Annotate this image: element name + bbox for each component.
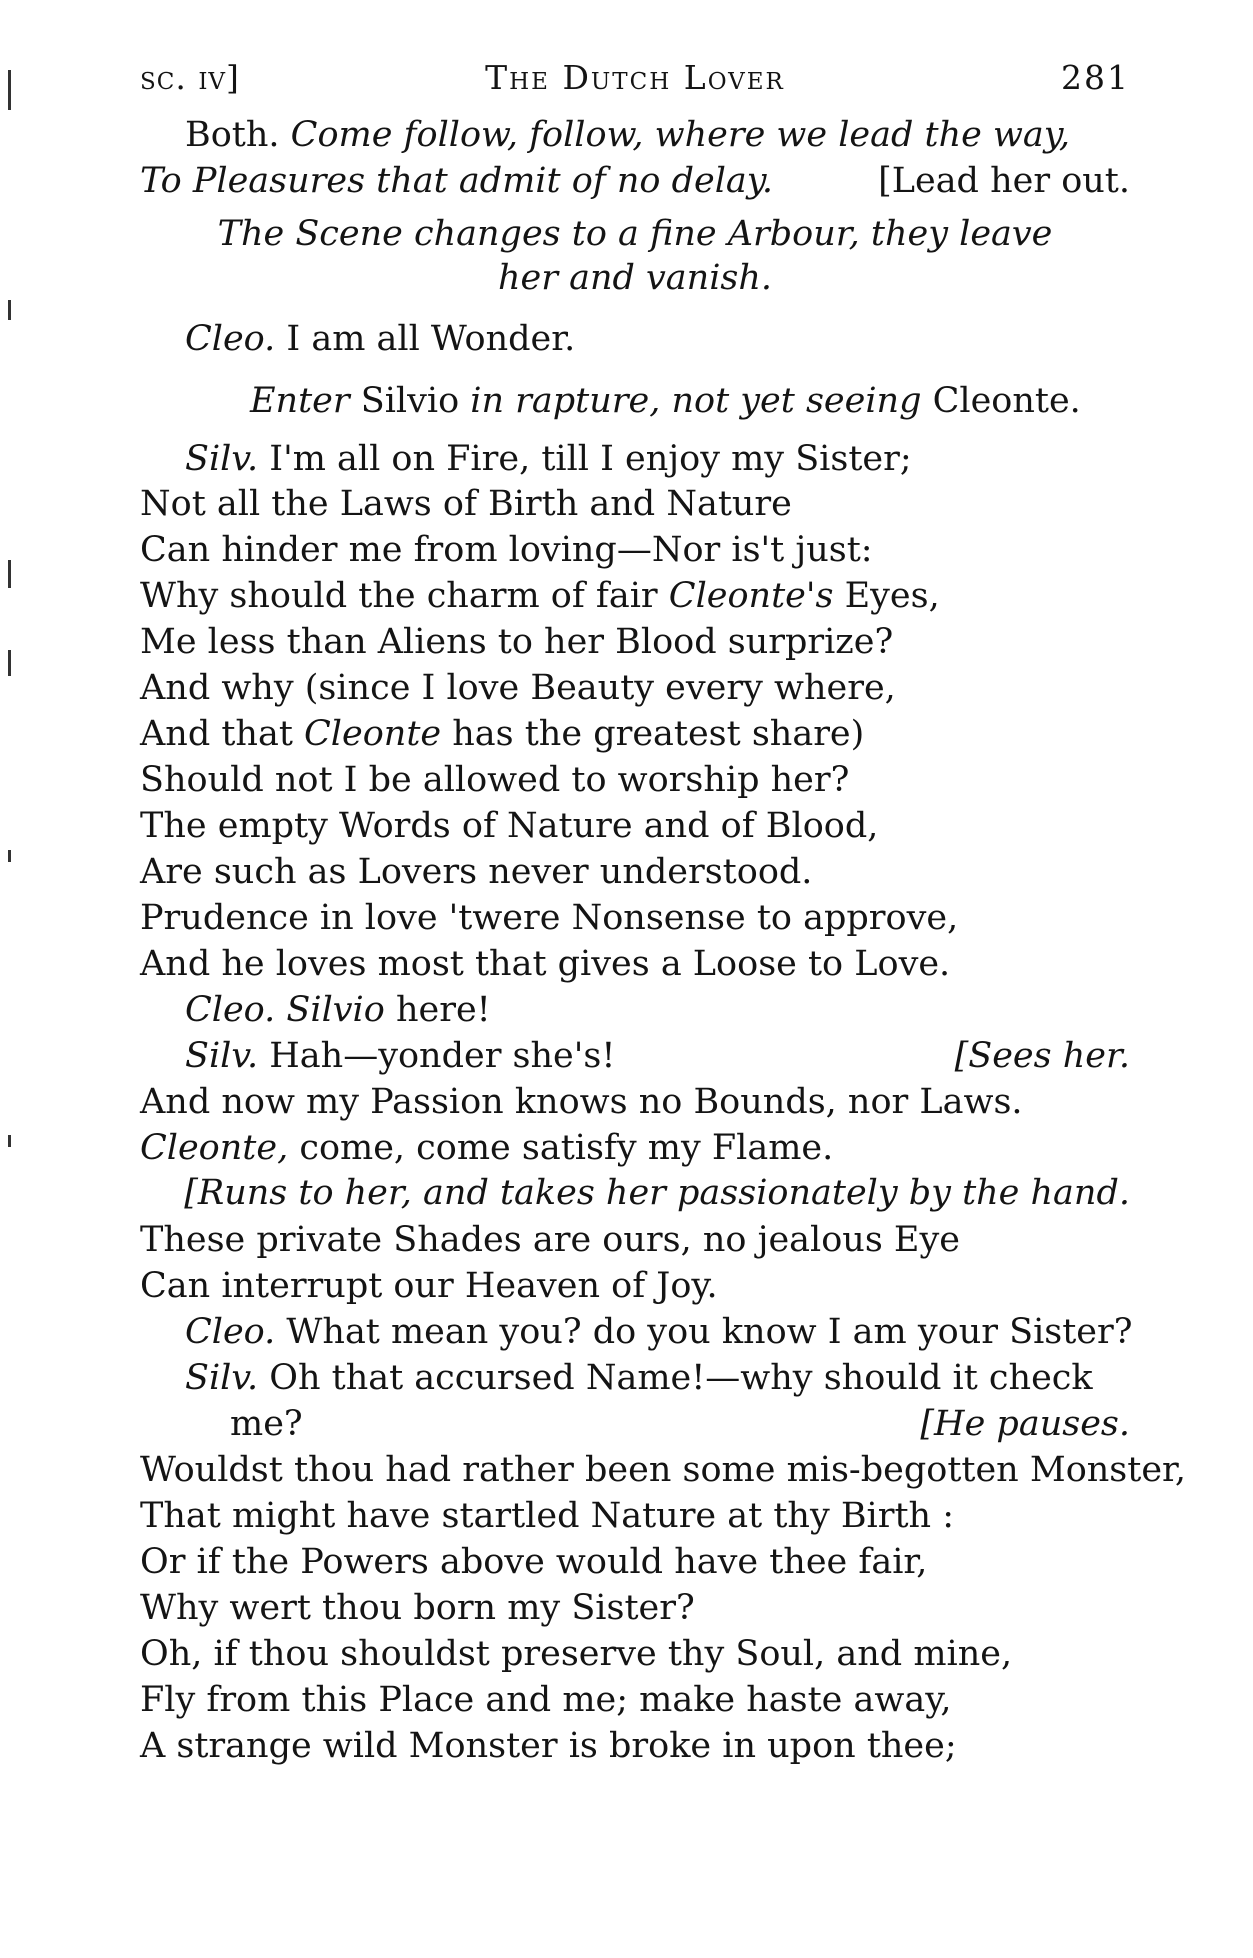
dialogue-line: Me less than Aliens to her Blood surprize? xyxy=(140,622,894,662)
dialogue-line: Can interrupt our Heaven of Joy. xyxy=(140,1266,718,1306)
scan-margin-mark xyxy=(8,300,11,320)
dialogue-line xyxy=(185,438,912,480)
dialogue-line xyxy=(230,1403,1130,1445)
stage-direction: [Sees her. xyxy=(954,1036,1130,1076)
dialogue-line: The empty Words of Nature and of Blood, xyxy=(140,806,879,846)
speaker-name: Both. xyxy=(185,115,280,155)
line-text: I am all Wonder. xyxy=(286,319,576,359)
dialogue-line xyxy=(185,318,575,360)
speaker-name: Silv. xyxy=(185,1358,259,1398)
dialogue-line: These private Shades are ours, no jealous Eye xyxy=(140,1220,960,1260)
dialogue-line xyxy=(185,1035,1130,1077)
line-text: me? xyxy=(230,1404,303,1444)
dialogue-line: Or if the Powers above would have thee fair, xyxy=(140,1542,928,1582)
dialogue-line xyxy=(140,1127,833,1169)
speaker-name: Cleo. xyxy=(185,1312,276,1352)
line-text: And that xyxy=(140,714,293,754)
dialogue-line: Should not I be allowed to worship her? xyxy=(140,760,850,800)
line-text: Eyes, xyxy=(844,576,940,616)
play-text xyxy=(140,108,1187,1848)
scan-margin-mark xyxy=(8,650,11,676)
dialogue-line xyxy=(185,1357,1093,1399)
scene-reference: sc. iv] xyxy=(140,58,240,97)
character-name: Cleonte. xyxy=(932,381,1081,421)
dialogue-line: Oh, if thou shouldst preserve thy Soul, and mine, xyxy=(140,1634,1013,1674)
dialogue-line: Fly from this Place and me; make haste away, xyxy=(140,1680,952,1720)
scan-margin-mark xyxy=(8,560,11,588)
dialogue-line xyxy=(140,713,864,755)
line-text: Hah—yonder she's! xyxy=(269,1036,616,1076)
running-header xyxy=(140,58,1130,108)
line-text: here! xyxy=(395,990,491,1030)
direction-text: Enter xyxy=(250,381,350,421)
character-name: Cleonte's xyxy=(668,576,834,616)
character-name: Silvio xyxy=(360,381,460,421)
dialogue-line: Prudence in love 'twere Nonsense to approve, xyxy=(140,898,959,938)
dialogue-line: And why (since I love Beauty every where, xyxy=(140,668,896,708)
running-title: The Dutch Lover xyxy=(485,58,785,97)
scan-margin-mark xyxy=(8,1135,11,1147)
line-text: What mean you? do you know I am your Sister? xyxy=(286,1312,1133,1352)
dialogue-line: And he loves most that gives a Loose to Love. xyxy=(140,944,951,984)
dialogue-line: A strange wild Monster is broke in upon thee; xyxy=(140,1726,957,1766)
dialogue-line xyxy=(185,989,491,1031)
speaker-name: Cleo. xyxy=(185,319,276,359)
entrance-direction xyxy=(250,380,1081,422)
dialogue-line: Are such as Lovers never understood. xyxy=(140,852,813,892)
character-name: Cleonte xyxy=(304,714,442,754)
dialogue-line: And now my Passion knows no Bounds, nor Laws. xyxy=(140,1082,1023,1122)
stage-direction: The Scene changes to a fine Arbour, they leave xyxy=(217,214,1053,254)
dialogue-line: That might have startled Nature at thy Birth : xyxy=(140,1496,955,1536)
dialogue-line xyxy=(185,1311,1133,1353)
dialogue-line: Can hinder me from loving—Nor is't just: xyxy=(140,530,873,570)
song-text: Come follow, follow, where we lead the way, xyxy=(290,115,1071,155)
dialogue-line: Wouldst thou had rather been some mis-begotten Monster, xyxy=(140,1450,1187,1490)
direction-text: in rapture, not yet seeing xyxy=(470,381,922,421)
stage-direction: her and vanish. xyxy=(497,258,773,298)
speaker-name: Cleo. xyxy=(185,990,276,1030)
dialogue-line: Why wert thou born my Sister? xyxy=(140,1588,695,1628)
stage-direction: [He pauses. xyxy=(920,1404,1130,1444)
line-text: I'm all on Fire, till I enjoy my Sister; xyxy=(269,439,912,479)
line-text: Oh that accursed Name!—why should it check xyxy=(269,1358,1093,1398)
page-number: 281 xyxy=(1061,58,1130,97)
speaker-name: Silv. xyxy=(185,1036,259,1076)
line-text: come, come satisfy my Flame. xyxy=(299,1128,834,1168)
character-name: Cleonte, xyxy=(140,1128,289,1168)
song-text: To Pleasures that admit of no delay. xyxy=(140,161,774,201)
scan-margin-mark xyxy=(8,850,11,862)
speaker-name: Silv. xyxy=(185,439,259,479)
line-text: has the greatest share) xyxy=(452,714,865,754)
verse-line xyxy=(185,114,1070,156)
verse-line xyxy=(140,160,1130,202)
scan-margin-mark xyxy=(8,70,11,110)
character-name: Silvio xyxy=(286,990,385,1030)
stage-direction: [Runs to her, and takes her passionately by the hand. xyxy=(184,1173,1130,1213)
dialogue-line: Not all the Laws of Birth and Nature xyxy=(140,484,792,524)
stage-direction: [Lead her out. xyxy=(878,161,1130,201)
dialogue-line xyxy=(140,575,940,617)
line-text: Why should the charm of fair xyxy=(140,576,658,616)
